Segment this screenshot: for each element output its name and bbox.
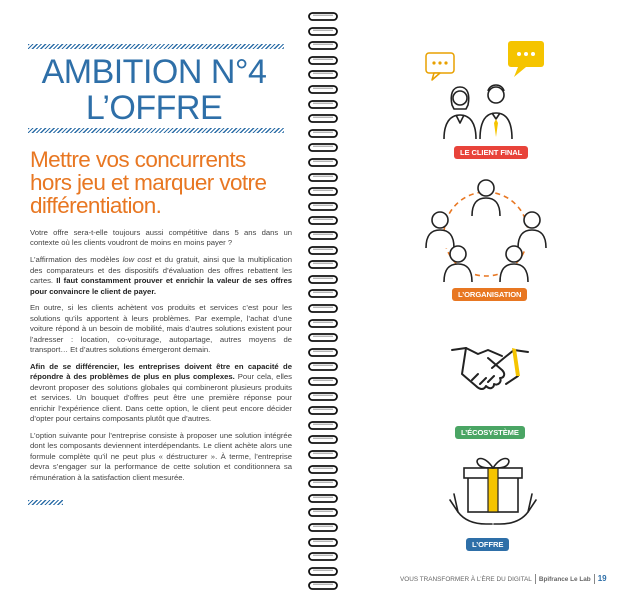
paragraph-4	[30, 362, 292, 424]
spiral-ring	[308, 581, 338, 590]
paragraph-2-italic: low cost	[122, 255, 152, 265]
spiral-ring	[308, 319, 338, 328]
label-ecosysteme: L’ÉCOSYSTÈME	[455, 426, 525, 439]
spiral-ring	[308, 85, 338, 94]
title-hatch-divider	[28, 128, 284, 133]
spiral-ring	[308, 479, 338, 488]
footer-tagline: VOUS TRANSFORMER À L’ÈRE DU DIGITAL	[400, 576, 532, 583]
spiral-ring	[308, 12, 338, 21]
headline: Mettre vos concurrents hors jeu et marquer votre différentiation.	[30, 147, 267, 218]
spiral-ring	[308, 41, 338, 50]
spiral-ring	[308, 494, 338, 503]
title-line-1: AMBITION N°4	[41, 53, 267, 91]
paragraph-5: L’option suivante pour l’entreprise consiste à proposer une solution intégrée dont les composants deviennent interdépendants. Le client achète alors une formule complète qu’il ne peut plus « déstructurer ». À terme, l’entreprise devra s’engager sur la performance de cette solution et conditionnera sa rémunération à la satisfaction client mesurée.	[30, 430, 292, 482]
spiral-ring	[308, 523, 338, 532]
spiral-ring	[308, 275, 338, 284]
paragraph-3: En outre, si les clients achètent vos produits et services c’est pour les solutions qu’ils apportent à leurs problèmes. Par exemple, l’achat d’une voiture répond à un besoin de mobilité, mais d’autres solutions existent pour l’adresser : location, co-voiturage, autopartage, autres moyens de transport… Et d’autres solutions émergeront demain.	[30, 303, 292, 355]
paragraph-2-text-b: et du gratuit, ainsi que la multiplication des comparateurs et des dispositifs d’évaluation des offres rebattent les cartes.	[30, 255, 292, 286]
spiral-ring	[308, 406, 338, 415]
speech-bubble-white-icon	[426, 53, 454, 80]
gift-box-icon	[464, 459, 522, 513]
paragraph-2-text-a: L’affirmation des modèles	[30, 255, 123, 265]
paragraph-4-text: Pour cela, elles devront proposer des solutions globales qui combineront plusieurs produits et services. Un bouquet d’offres peut être une première réponse pour enrichir l’expérience client. Dans cette option, le client peut encore décider d’opter pour certains composants plutôt que d’autres.	[30, 372, 292, 423]
spiral-ring	[308, 100, 338, 109]
organisation-illustration	[418, 172, 554, 288]
spiral-ring	[308, 435, 338, 444]
client-illustration	[400, 35, 560, 145]
paragraph-2	[30, 255, 292, 297]
spiral-ring	[308, 158, 338, 167]
spiral-ring	[308, 450, 338, 459]
page-title	[28, 54, 280, 126]
spiral-ring	[308, 348, 338, 357]
spiral-ring	[308, 260, 338, 269]
spiral-ring	[308, 567, 338, 576]
spiral-ring	[308, 289, 338, 298]
spiral-ring	[308, 202, 338, 211]
spiral-ring	[308, 246, 338, 255]
spiral-ring	[308, 508, 338, 517]
spiral-ring	[308, 27, 338, 36]
spiral-ring	[308, 377, 338, 386]
spiral-ring	[308, 304, 338, 313]
paragraph-2-bold: Il faut constamment prouver et enrichir la valeur de ses offres pour convaincre le client de payer.	[30, 276, 292, 296]
spiral-ring	[308, 421, 338, 430]
footer-separator-2	[594, 574, 595, 584]
label-organisation: L’ORGANISATION	[452, 288, 527, 301]
footer-separator	[535, 574, 536, 584]
bottom-hatch-divider	[28, 500, 63, 505]
spiral-ring	[308, 465, 338, 474]
spiral-ring	[308, 333, 338, 342]
spiral-ring	[308, 114, 338, 123]
page-number: 19	[597, 574, 607, 583]
offer-illustration	[448, 450, 538, 528]
title-line-2: L’OFFRE	[85, 89, 223, 127]
footer-brand: Bpifrance Le Lab	[538, 576, 591, 583]
spiral-ring	[308, 216, 338, 225]
speech-bubble-yellow-icon	[508, 41, 544, 77]
top-hatch-divider	[28, 44, 284, 49]
spiral-ring	[308, 56, 338, 65]
team-figures-icon	[426, 180, 546, 282]
spiral-ring	[308, 187, 338, 196]
spiral-ring	[308, 362, 338, 371]
spiral-ring	[308, 129, 338, 138]
woman-figure-icon	[444, 87, 476, 139]
label-offre: L’OFFRE	[466, 538, 509, 551]
spiral-ring	[308, 70, 338, 79]
ecosystem-illustration	[448, 340, 532, 400]
paragraph-4-bold: Afin de se différencier, les entreprises doivent être en capacité de répondre à des problèmes de plus en plus complexes.	[30, 361, 292, 382]
tie-icon	[494, 119, 498, 137]
spiral-ring	[308, 538, 338, 547]
body-text	[30, 228, 292, 489]
spiral-ring	[308, 392, 338, 401]
spiral-ring	[308, 143, 338, 152]
paragraph-1: Votre offre sera-t-elle toujours aussi compétitive dans 5 ans dans un contexte où les clients voudront de moins en moins payer ?	[30, 228, 292, 248]
spiral-ring	[308, 231, 338, 240]
spiral-ring	[308, 552, 338, 561]
label-client: LE CLIENT FINAL	[454, 146, 528, 159]
footer	[400, 574, 607, 584]
spiral-binding	[308, 0, 344, 601]
spiral-ring	[308, 173, 338, 182]
